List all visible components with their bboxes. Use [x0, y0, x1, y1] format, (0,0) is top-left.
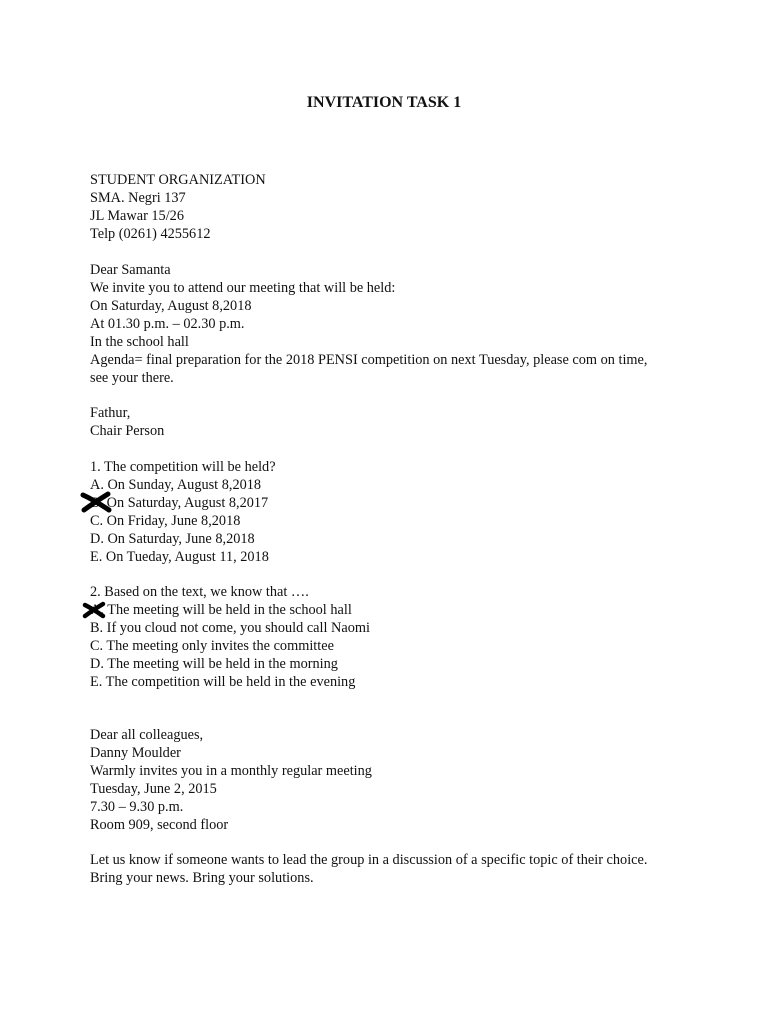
time-line: 7.30 – 9.30 p.m.: [90, 799, 184, 815]
signature-name: Fathur,: [90, 405, 131, 421]
address: JL Mawar 15/26: [90, 208, 184, 224]
time-line: At 01.30 p.m. – 02.30 p.m.: [90, 316, 245, 332]
closing-line: Bring your news. Bring your solutions.: [90, 870, 314, 886]
date-line: Tuesday, June 2, 2015: [90, 781, 217, 797]
phone: Telp (0261) 4255612: [90, 226, 211, 242]
page-title: INVITATION TASK 1: [306, 94, 462, 111]
greeting: Dear Samanta: [90, 262, 171, 278]
cross-mark-icon: [82, 601, 106, 619]
closing-line: Let us know if someone wants to lead the group in a discussion of a specific topic of their choice.: [90, 852, 648, 868]
invitation-line: Warmly invites you in a monthly regular meeting: [90, 763, 372, 779]
date-line: On Saturday, August 8,2018: [90, 298, 252, 314]
option-d: D. On Saturday, June 8,2018: [90, 531, 255, 547]
organization-header: [90, 171, 690, 243]
signature-title: Chair Person: [90, 423, 165, 439]
option-a: A. On Sunday, August 8,2018: [90, 477, 262, 493]
option-e: E. On Tueday, August 11, 2018: [90, 549, 269, 565]
invitation-line: We invite you to attend our meeting that will be held:: [90, 280, 396, 296]
sender-name: Danny Moulder: [90, 745, 181, 761]
question-one: [90, 458, 690, 566]
school-name: SMA. Negri 137: [90, 190, 186, 206]
place-line: Room 909, second floor: [90, 817, 229, 833]
cross-mark-icon: [80, 491, 112, 513]
organization-name: STUDENT ORGANIZATION: [90, 172, 266, 188]
option-a: A. The meeting will be held in the school hall: [90, 602, 352, 618]
signature: [90, 404, 690, 440]
option-d: D. The meeting will be held in the morning: [90, 656, 338, 672]
greeting: Dear all colleagues,: [90, 727, 204, 743]
closing-paragraph: [90, 851, 690, 887]
option-b: B. If you cloud not come, you should call Naomi: [90, 620, 370, 636]
question-prompt: 1. The competition will be held?: [90, 459, 276, 475]
agenda-text: Agenda= final preparation for the 2018 PENSI competition on next Tuesday, please com on time, see your there.: [90, 352, 648, 386]
option-c: C. The meeting only invites the committee: [90, 638, 334, 654]
option-e: E. The competition will be held in the evening: [90, 674, 356, 690]
option-b: B. On Saturday, August 8,2017: [90, 495, 269, 511]
letter-two: [90, 726, 690, 834]
option-c: C. On Friday, June 8,2018: [90, 513, 241, 529]
letter-one: [90, 261, 690, 387]
place-line: In the school hall: [90, 334, 189, 350]
question-two: [90, 583, 690, 691]
question-prompt: 2. Based on the text, we know that ….: [90, 584, 309, 600]
